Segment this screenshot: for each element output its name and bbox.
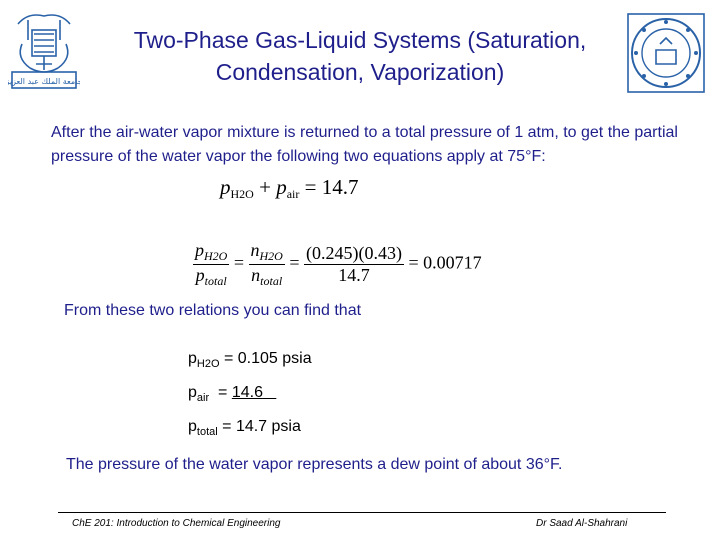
result-p-air: $p_{air} = 14.6$ (188, 384, 263, 404)
left-logo-label: جامعة الملك عبد العزيز (8, 77, 80, 86)
title-line-2: Condensation, Vaporization) (215, 59, 505, 85)
footer-author: Dr Saad Al-Shahrani (536, 518, 628, 529)
dew-point-text: The pressure of the water vapor represents a dew point of about 36°F. (66, 456, 563, 473)
footer-divider (58, 512, 666, 513)
equation-sum-pressures: $p_{H2O} + p_{air} = 14.7$ (220, 175, 359, 201)
title-line-1: Two-Phase Gas-Liquid Systems (Saturation, (133, 27, 587, 53)
result-p-total: $p_{total} = 14.7$ psia (188, 418, 301, 438)
relation-text: From these two relations you can find that (64, 302, 362, 319)
college-seal-icon (624, 10, 708, 96)
university-emblem-icon (8, 6, 80, 96)
slide-title (95, 24, 625, 88)
result-p-h2o: $p_{H2O} = 0.105$ psia (188, 350, 312, 370)
footer-course: ChE 201: Introduction to Chemical Engineering (72, 518, 281, 529)
equation-mole-fraction: $\frac{p_{H2O}}{p_{total}}$ = $\frac{n_{H2O}}{n_{total}}$ = $\frac{(0.245)(0.43)}{14.7}$ = 0.00717 (195, 240, 482, 288)
intro-text: After the air-water vapor mixture is returned to a total pressure of 1 atm, to get the partial pressure of the water vapor the following two equations apply at 75°F: (51, 124, 678, 165)
